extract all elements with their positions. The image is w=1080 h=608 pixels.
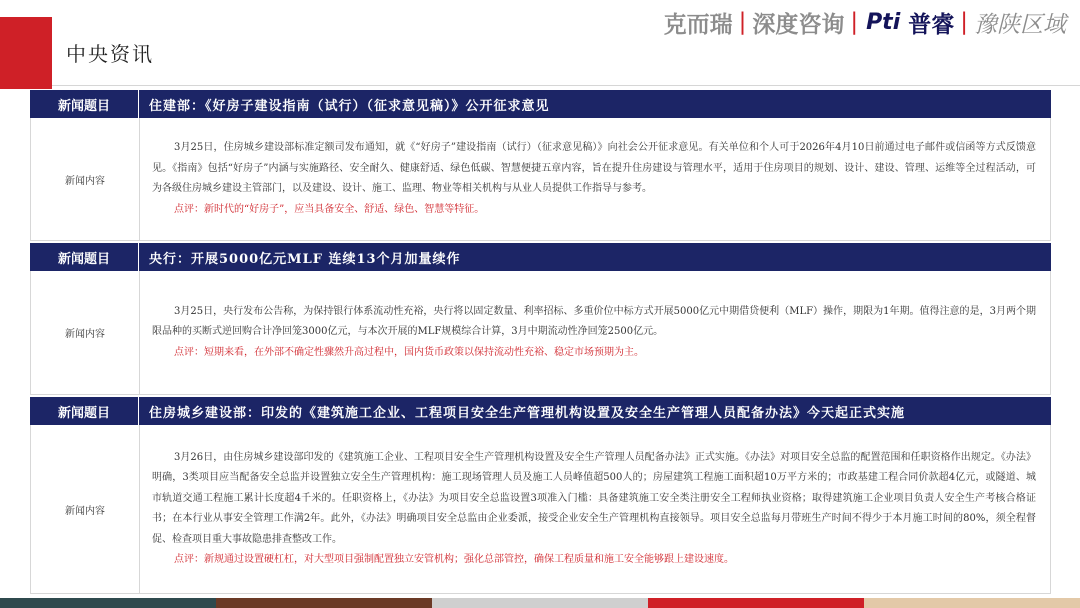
brand-part3: 普睿 — [908, 11, 955, 38]
footer-bar-segment — [0, 598, 216, 608]
news-header — [30, 397, 1051, 425]
brand-part4: 豫陕区域 — [974, 11, 1066, 38]
footer-bar-segment — [216, 598, 432, 608]
news-content-label: 新闻内容 — [31, 425, 140, 593]
news-header-label: 新闻题目 — [30, 397, 139, 425]
news-content-text: 3月26日，由住房城乡建设部印发的《建筑施工企业、工程项目安全生产管理机构设置及安全生产管理人员配备办法》正式实施。《办法》对项目安全总监的配置范围和任职资格作出规定。《办法》明确，3类项目应当配备安全总监并设置独立安全生产管理机构：施工现场管理人员及施工人员峰值超500人的；房屋建筑工程施工面积超10万平方米的；市政基建工程合同价款超4亿元，或隧道、城市轨道交通工程施工累计长度超4千米的。任职资格上，《办法》为项目安全总监设置3项准入门槛：具备建筑施工安全类注册安全工程师执业资格；取得建筑施工企业项目负责人安全生产考核合格证书；在本行业从事安全管理工作满2年。此外，《办法》明确项目安全总监由企业委派，接受企业安全生产管理机构直接领导。项目安全总监每月带班生产时间不得少于本月施工时间的80%，须全程督促、检查项目重大事故隐患排查整改工作。 — [152, 451, 1036, 545]
brand-separator: | — [850, 9, 859, 35]
news-header — [30, 90, 1051, 118]
news-content-label: 新闻内容 — [31, 271, 140, 394]
brand-part2: 深度咨询 — [752, 11, 845, 38]
title-accent-block — [0, 17, 52, 89]
news-section — [30, 243, 1051, 395]
news-header-label: 新闻题目 — [30, 90, 139, 118]
news-comment: 点评：短期来看，在外部不确定性骤然升高过程中，国内货币政策以保持流动性充裕、稳定市场预期为主。 — [174, 346, 644, 358]
footer-bar-segment — [648, 598, 864, 608]
brand-logo — [664, 6, 1066, 38]
news-body — [30, 118, 1051, 241]
news-header-label: 新闻题目 — [30, 243, 139, 271]
news-body — [30, 271, 1051, 395]
page-title: 中央资讯 — [66, 42, 154, 66]
title-divider — [52, 85, 1080, 86]
footer-color-bar — [0, 598, 1080, 608]
news-comment: 点评：新时代的“好房子”，应当具备安全、舒适、绿色、智慧等特征。 — [174, 203, 485, 215]
news-section — [30, 397, 1051, 594]
news-content — [140, 425, 1050, 593]
footer-bar-segment — [864, 598, 1080, 608]
news-content — [140, 271, 1050, 394]
news-body — [30, 425, 1051, 594]
brand-separator: | — [738, 9, 747, 35]
news-content-text: 3月25日，央行发布公告称，为保持银行体系流动性充裕，央行将以固定数量、利率招标、多重价位中标方式开展5000亿元中期借贷便利（MLF）操作，期限为1年期。值得注意的是，3月两个期限品种的买断式逆回购合计净回笼3000亿元，与本次开展的MLF规模综合计算，3月中期流动性净回笼2500亿元。 — [152, 305, 1036, 338]
news-title: 住建部：《好房子建设指南（试行）（征求意见稿）》公开征求意见 — [149, 98, 550, 114]
news-content-label: 新闻内容 — [31, 118, 140, 240]
news-content — [140, 118, 1050, 240]
footer-bar-segment — [432, 598, 648, 608]
news-comment: 点评：新规通过设置硬杠杠，对大型项目强制配置独立安管机构；强化总部管控，确保工程质量和施工安全能够跟上建设速度。 — [174, 554, 734, 565]
news-title: 央行：开展5000亿元MLF 连续13个月加量续作 — [149, 251, 461, 267]
news-header — [30, 243, 1051, 271]
pti-logo-icon: Pti — [866, 9, 901, 35]
brand-part1: 克而瑞 — [663, 11, 733, 38]
news-content-text: 3月25日，住房城乡建设部标准定额司发布通知，就《“好房子”建设指南（试行）（征求意见稿）》向社会公开征求意见。有关单位和个人可于2026年4月10日前通过电子邮件或信函等方式反馈意见。《指南》包括“好房子”内涵与实施路径、安全耐久、健康舒适、绿色低碳、智慧便捷五章内容，旨在提升住房建设与管理水平，适用于住房项目的规划、设计、建设、管理、运维等全过程活动，可为各级住房城乡建设主管部门，以及建设、设计、施工、监理、物业等相关机构与从业人员提供工作指导与参考。 — [152, 142, 1036, 194]
brand-separator: | — [960, 9, 968, 35]
news-section — [30, 90, 1051, 241]
news-title: 住房城乡建设部：印发的《建筑施工企业、工程项目安全生产管理机构设置及安全生产管理人员配备办法》今天起正式实施 — [149, 405, 906, 421]
